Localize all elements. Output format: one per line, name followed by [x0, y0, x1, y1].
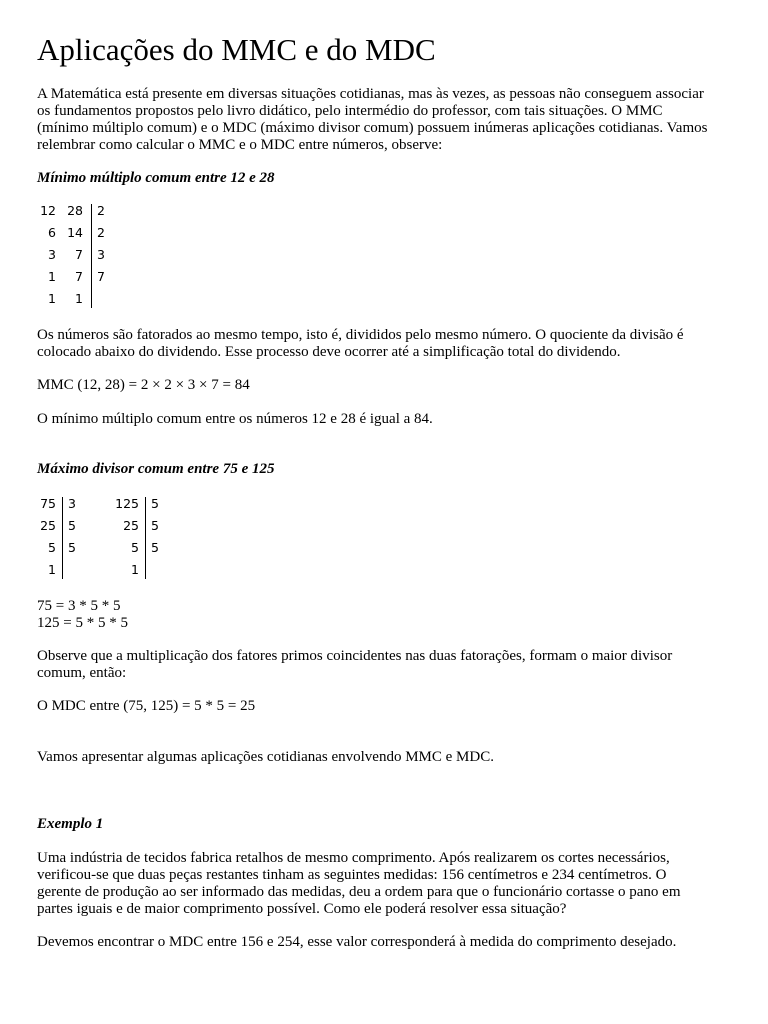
mdc-result: O MDC entre (75, 125) = 5 * 5 = 25	[37, 698, 256, 714]
table-cell: 5	[68, 540, 76, 555]
mdc-observation	[37, 648, 672, 682]
example1-problem-line: verificou-se que duas peças restantes tinham as seguintes medidas: 156 centímetros e 234 centímetros. O	[37, 867, 667, 883]
table-cell: 5	[131, 540, 139, 555]
mdc-divider-line-125	[145, 497, 146, 579]
mdc-heading: Máximo divisor comum entre 75 e 125	[37, 461, 275, 477]
mdc-factorization-table-125	[110, 493, 170, 583]
mmc-explanation-line: colocado abaixo do dividendo. Esse processo deve ocorrer até a simplificação total do dividendo.	[37, 344, 621, 360]
table-cell: 28	[67, 203, 83, 218]
table-cell: 1	[131, 562, 139, 577]
mmc-divider-line	[91, 204, 92, 308]
table-cell: 25	[123, 518, 139, 533]
table-cell: 7	[75, 247, 83, 262]
mmc-formula: MMC (12, 28) = 2 × 2 × 3 × 7 = 84	[37, 377, 250, 393]
table-cell: 2	[97, 203, 105, 218]
example1-problem-line: partes iguais e de maior comprimento possível. Como ele poderá resolver essa situação?	[37, 901, 567, 917]
mmc-explanation	[37, 327, 684, 361]
table-cell: 3	[68, 496, 76, 511]
example1-heading: Exemplo 1	[37, 816, 104, 832]
mdc-factor-line: 75 = 3 * 5 * 5	[37, 598, 121, 614]
table-cell: 5	[68, 518, 76, 533]
table-cell: 75	[40, 496, 56, 511]
table-cell: 5	[151, 540, 159, 555]
transition-text: Vamos apresentar algumas aplicações cotidianas envolvendo MMC e MDC.	[37, 749, 494, 765]
mdc-factorization-table-75	[37, 493, 87, 583]
table-cell: 5	[151, 496, 159, 511]
mdc-factor-line: 125 = 5 * 5 * 5	[37, 615, 128, 631]
table-cell: 14	[67, 225, 83, 240]
mdc-observation-line: Observe que a multiplicação dos fatores primos coincidentes nas duas fatorações, formam o maior divisor	[37, 648, 673, 664]
mdc-divider-line-75	[62, 497, 63, 579]
table-cell: 2	[97, 225, 105, 240]
table-cell: 25	[40, 518, 56, 533]
table-cell: 6	[48, 225, 56, 240]
intro-line: (mínimo múltiplo comum) e o MDC (máximo divisor comum) possuem inúmeras aplicações cotidianas. Vamos	[37, 120, 708, 136]
table-cell: 3	[97, 247, 105, 262]
example1-problem	[37, 850, 681, 918]
mmc-result: O mínimo múltiplo comum entre os números 12 e 28 é igual a 84.	[37, 411, 433, 427]
intro-line: relembrar como calcular o MMC e o MDC entre números, observe:	[37, 137, 443, 153]
table-cell: 7	[75, 269, 83, 284]
page-title: Aplicações do MMC e do MDC	[37, 32, 436, 67]
mmc-factorization-table	[37, 200, 117, 312]
table-cell: 7	[97, 269, 105, 284]
example1-answer: Devemos encontrar o MDC entre 156 e 254, esse valor corresponderá à medida do comprimento desejado.	[37, 934, 677, 950]
table-cell: 1	[75, 291, 83, 306]
mmc-explanation-line: Os números são fatorados ao mesmo tempo, isto é, divididos pelo mesmo número. O quociente da divisão é	[37, 327, 684, 343]
table-cell: 1	[48, 269, 56, 284]
mdc-factor-lines	[37, 598, 128, 632]
table-cell: 5	[151, 518, 159, 533]
table-cell: 125	[115, 496, 139, 511]
intro-line: os fundamentos propostos pelo livro didático, pelo intermédio do professor, com tais situações. O MMC	[37, 103, 663, 119]
mdc-observation-line: comum, então:	[37, 665, 127, 681]
table-cell: 12	[40, 203, 56, 218]
intro-line: A Matemática está presente em diversas situações cotidianas, mas às vezes, as pessoas não conseguem associar	[37, 86, 704, 102]
table-cell: 3	[48, 247, 56, 262]
table-cell: 1	[48, 291, 56, 306]
table-cell: 1	[48, 562, 56, 577]
mmc-heading: Mínimo múltiplo comum entre 12 e 28	[37, 170, 275, 186]
intro-paragraph	[37, 86, 707, 154]
table-cell: 5	[48, 540, 56, 555]
example1-problem-line: gerente de produção ao ser informado das medidas, deu a ordem para que o funcionário cortasse o pano em	[37, 884, 681, 900]
example1-problem-line: Uma indústria de tecidos fabrica retalhos de mesmo comprimento. Após realizarem os cortes necessários,	[37, 850, 670, 866]
